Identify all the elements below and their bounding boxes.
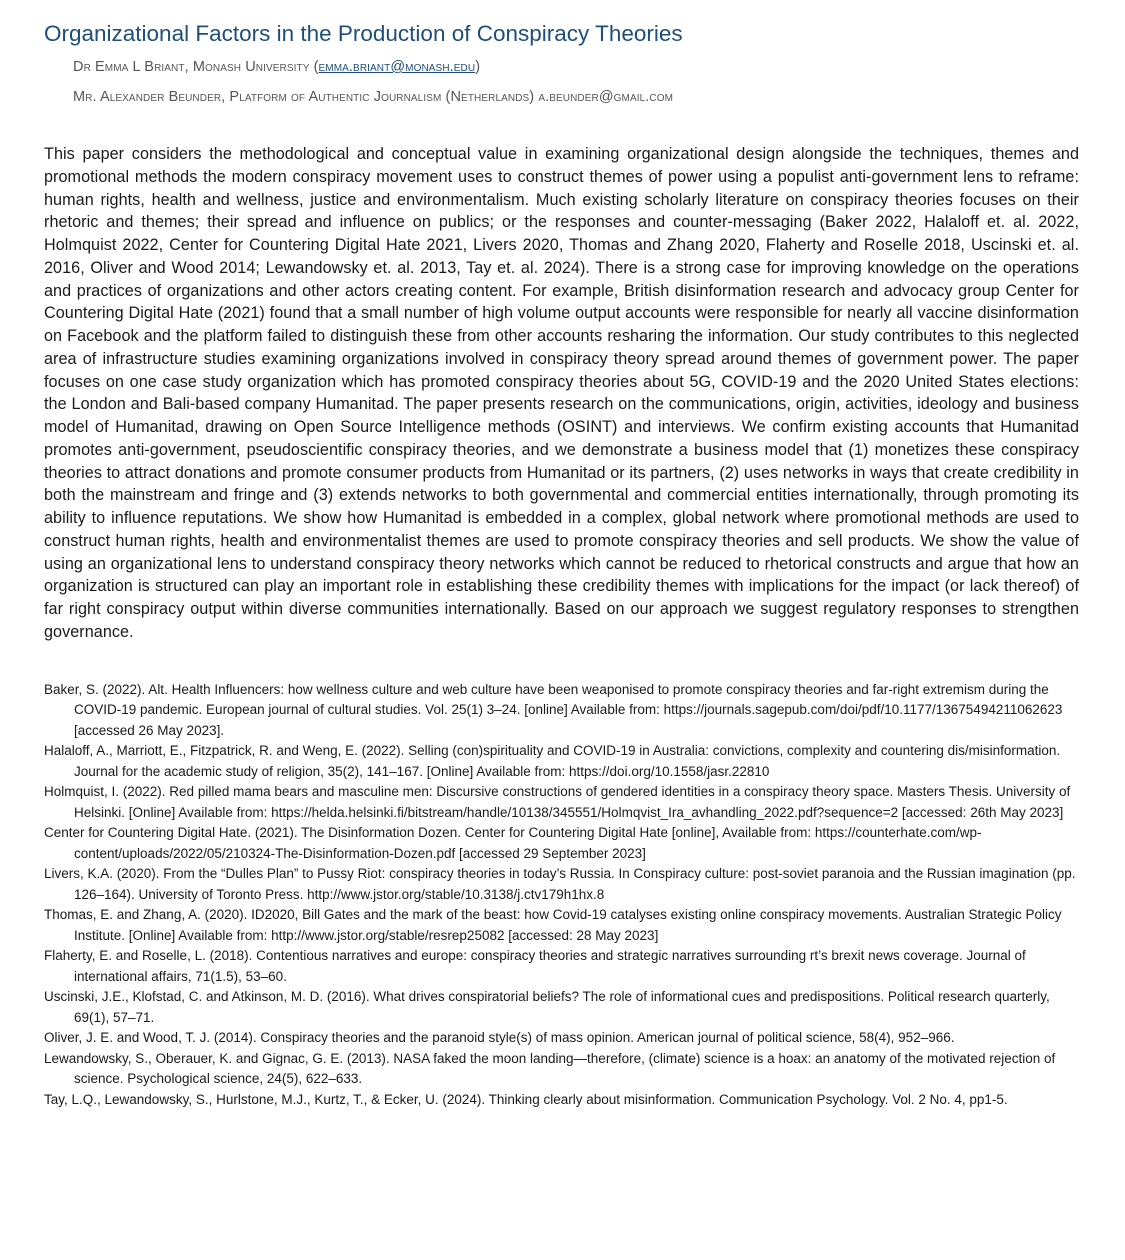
author-2: Mr. Alexander Beunder, Platform of Authentic Journalism (Netherlands) a.beunder@gmail.com (73, 89, 674, 105)
author-1-email-link[interactable]: emma.briant@monash.edu (318, 59, 476, 75)
reference-item: Livers, K.A. (2020). From the “Dulles Plan” to Pussy Riot: conspiracy theories in today’s Russia. In Conspiracy culture: post-soviet paranoia and the Russian imagination (pp. 126–164). University of Toronto Press. http://www.jstor.org/stable/10.3138/j.ctv179h1hx.8 (44, 866, 1076, 902)
abstract-paragraph: This paper considers the methodological and conceptual value in examining organizational design alongside the techniques, themes and promotional methods the modern conspiracy movement uses to construct themes of power using a populist anti-government lens to reframe: human rights, health and wellness, justice and environmentalism. Much existing scholarly literature on conspiracy theories focuses on their rhetoric and themes; their spread and influence on publics; or the responses and counter-messaging (Baker 2022, Halaloff et. al. 2022, Holmquist 2022, Center for Countering Digital Hate 2021, Livers 2020, Thomas and Zhang 2020, Flaherty and Roselle 2018, Uscinski et. al. 2016, Oliver and Wood 2014; Lewandowsky et. al. 2013, Tay et. al. 2024). There is a strong case for improving knowledge on the operations and practices of organizations and other actors creating content. For example, British disinformation research and advocacy group Center for Countering Digital Hate (2021) found that a small number of high volume output accounts were responsible for nearly all vaccine disinformation on Facebook and the platform failed to distinguish these from other accounts resharing the information. Our study contributes to this neglected area of infrastructure studies examining organizations involved in conspiracy theory spread around themes of government power. The paper focuses on one case study organization which has promoted conspiracy theories about 5G, COVID-19 and the 2020 United States elections: the London and Bali-based company Humanitad. The paper presents research on the communications, origin, activities, ideology and business model of Humanitad, drawing on Open Source Intelligence methods (OSINT) and interviews. We confirm existing accounts that Humanitad promotes anti-government, pseudoscientific conspiracy theories, and we demonstrate a business model that (1) monetizes these conspiracy theories to attract donations and promote consumer products from Humanitad or its partners, (2) uses networks in ways that create credibility in both the mainstream and fringe and (3) extends networks to both governmental and commercial entities internationally, through promoting its ability to influence reputations. We show how Humanitad is embedded in a complex, global network where promotional methods are used to construct human rights, health and environmentalist themes are used to promote conspiracy theories and sell products. We show the value of using an organizational lens to understand conspiracy theory networks which cannot be reduced to rhetorical constructs and argue that how an organization is structured can play an important role in establishing these credibility themes with implications for the impact (or lack thereof) of far right conspiracy output within diverse communities internationally. Based on our approach we suggest regulatory responses to strengthen governance. (44, 145, 1079, 641)
reference-item: Flaherty, E. and Roselle, L. (2018). Contentious narratives and europe: conspiracy theories and strategic narratives surrounding rt’s brexit news coverage. Journal of international affairs, 71(1.5), 53–60. (44, 948, 1026, 984)
reference-item: Halaloff, A., Marriott, E., Fitzpatrick, R. and Weng, E. (2022). Selling (con)spirituality and COVID-19 in Australia: convictions, complexity and countering dis/misinformation. Journal for the academic study of religion, 35(2), 141–167. [Online] Available from: https://doi.org/10.1558/jasr.22810 (44, 743, 1061, 779)
author-1-name-affiliation: Dr Emma L Briant, Monash University ( (73, 59, 319, 75)
author-1-close-paren: ) (475, 59, 481, 75)
reference-item: Thomas, E. and Zhang, A. (2020). ID2020, Bill Gates and the mark of the beast: how Covid-19 catalyses existing online conspiracy movements. Australian Strategic Policy Institute. [Online] Available from: http://www.jstor.org/stable/resrep25082 [accessed: 28 May 2023] (44, 907, 1062, 943)
reference-item: Center for Countering Digital Hate. (2021). The Disinformation Dozen. Center for Countering Digital Hate [online], Available from: https://counterhate.com/wp-content/uploads/2022/05/210324-The-Disinformation-Dozen.pdf [accessed 29 September 2023] (44, 825, 982, 861)
reference-item: Lewandowsky, S., Oberauer, K. and Gignac, G. E. (2013). NASA faked the moon landing—therefore, (climate) science is a hoax: an anatomy of the motivated rejection of science. Psychological science, 24(5), 622–633. (44, 1050, 1056, 1086)
reference-item: Tay, L.Q., Lewandowsky, S., Hurlstone, M.J., Kurtz, T., & Ecker, U. (2024). Thinking clearly about misinformation. Communication Psychology. Vol. 2 No. 4, pp1-5. (44, 1091, 1008, 1107)
reference-item: Baker, S. (2022). Alt. Health Influencers: how wellness culture and web culture have been weaponised to promote conspiracy theories and far-right extremism during the COVID-19 pandemic. European journal of cultural studies. Vol. 25(1) 3–24. [online] Available from: https://journals.sagepub.com/doi/pdf/10.1177/13675494211062623 [accessed 26 May 2023]. (44, 681, 1063, 738)
reference-item: Holmquist, I. (2022). Red pilled mama bears and masculine men: Discursive constructions of gendered identities in a conspiracy theory space. Masters Thesis. University of Helsinki. [Online] Available from: https://helda.helsinki.fi/bitstream/handle/10138/345551/Holmqvist_Ira_avhandling_2022.pdf?sequence=2 [accessed: 26th May 2023] (44, 784, 1071, 820)
paper-title: Organizational Factors in the Production of Conspiracy Theories (44, 21, 683, 46)
reference-item: Oliver, J. E. and Wood, T. J. (2014). Conspiracy theories and the paranoid style(s) of mass opinion. American journal of political science, 58(4), 952–966. (44, 1030, 955, 1045)
reference-item: Uscinski, J.E., Klofstad, C. and Atkinson, M. D. (2016). What drives conspiratorial beliefs? The role of informational cues and predispositions. Political research quarterly, 69(1), 57–71. (44, 989, 1050, 1025)
references-list (44, 680, 1079, 1111)
paper-page (44, 18, 1079, 1110)
author-1 (73, 58, 1079, 76)
